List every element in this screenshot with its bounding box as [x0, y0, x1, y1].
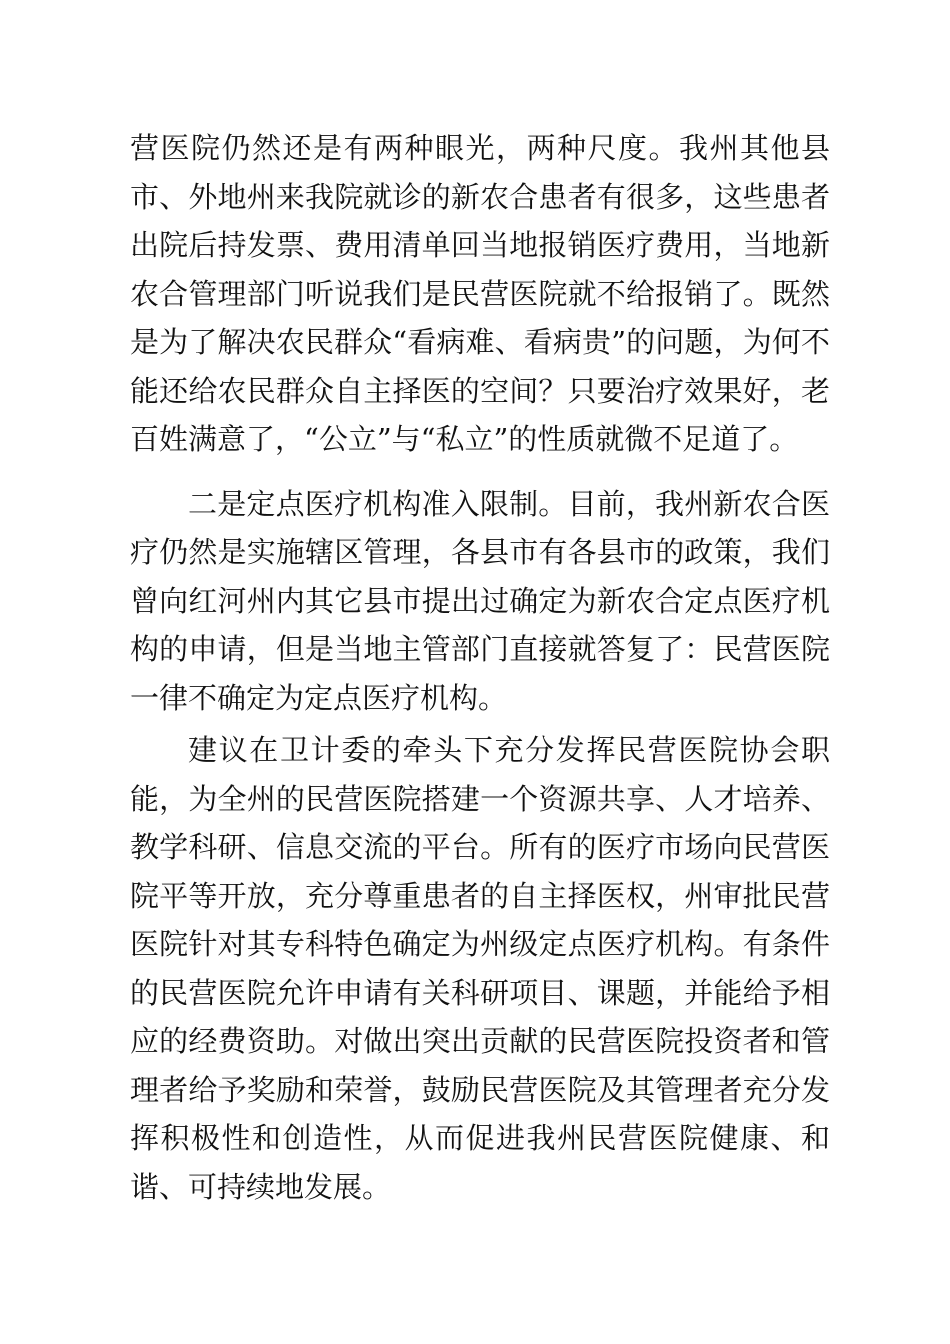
paragraph-suggestion: 建议在卫计委的牵头下充分发挥民营医院协会职能，为全州的民营医院搭建一个资源共享、人才培养、教学科研、信息交流的平台。所有的医疗市场向民营医院平等开放，充分尊重患者的自主择医权，州审批民营医院针对其专科特色确定为州级定点医疗机构。有条件的民营医院允许申请有关科研项目、课题，并能给予相应的经费资助。对做出突出贡献的民营医院投资者和管理者给予奖励和荣誉，鼓励民营医院及其管理者充分发挥积极性和创造性，从而促进我州民营医院健康、和谐、可持续地发展。: [130, 733, 830, 1204]
paragraph-continuation: 营医院仍然还是有两种眼光，两种尺度。我州其他县市、外地州来我院就诊的新农合患者有很多，这些患者出院后持发票、费用清单回当地报销医疗费用，当地新农合管理部门听说我们是民营医院就不给报销了。既然是为了解决农民群众“看病难、看病贵”的问题，为何不能还给农民群众自主择医的空间？只要治疗效果好，老百姓满意了，“公立”与“私立”的性质就微不足道了。: [130, 131, 830, 456]
document-body: [130, 124, 830, 1211]
paragraph-point-two: 二是定点医疗机构准入限制。目前，我州新农合医疗仍然是实施辖区管理，各县市有各县市的政策，我们曾向红河州内其它县市提出过确定为新农合定点医疗机构的申请，但是当地主管部门直接就答复了：民营医院一律不确定为定点医疗机构。: [130, 486, 830, 715]
